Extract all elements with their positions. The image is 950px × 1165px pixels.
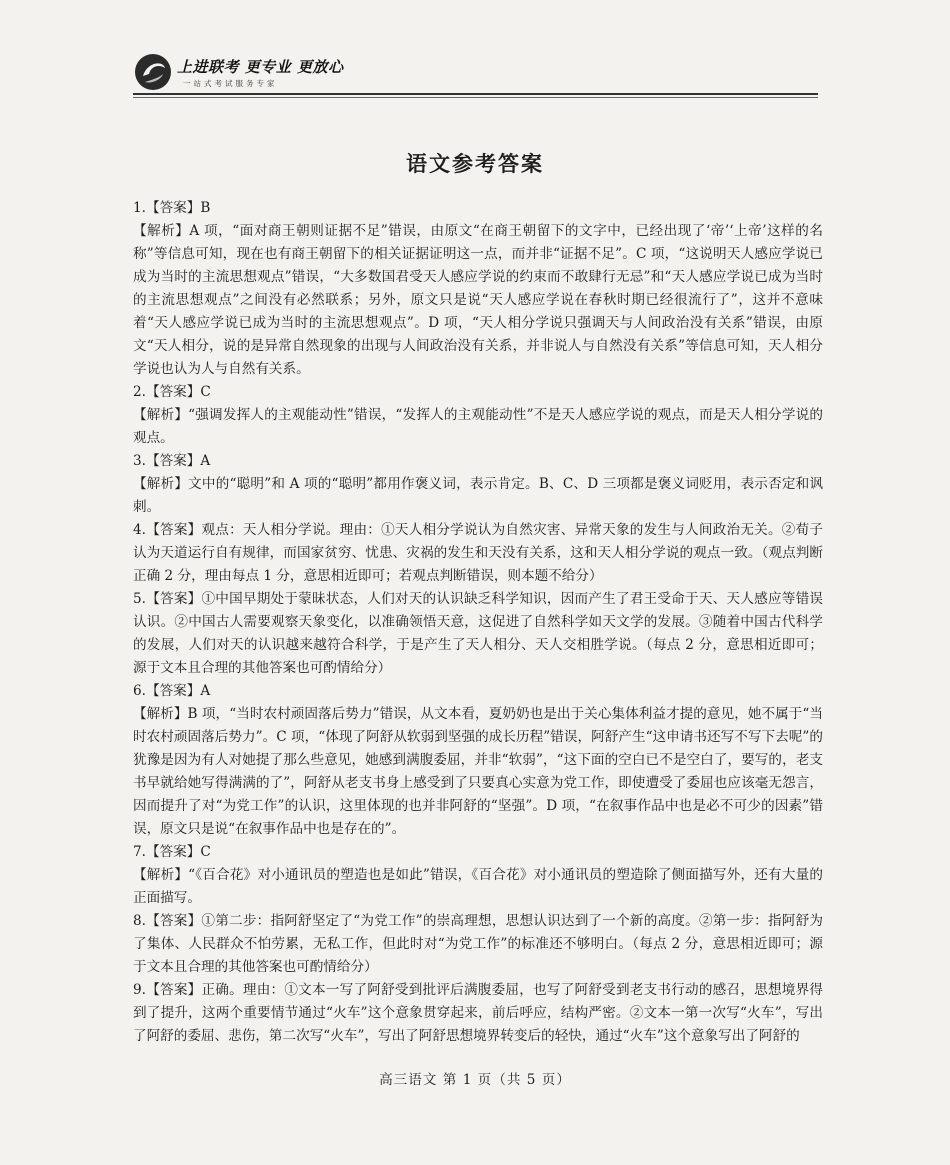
page-header [133,50,818,100]
answer-item-1 [133,197,823,381]
answer-line: 8.【答案】①第二步：指阿舒坚定了“为党工作”的崇高理想，思想认识达到了一个新的高度。②第一步：指阿舒为了集体、人民群众不怕劳累，无私工作，但此时对“为党工作”的标准还不够明白。（每点 2 分，意思相近即可；源于文本且合理的其他答案也可酌情给分） [133,913,823,975]
answer-item-3 [133,450,823,519]
answer-line: 4.【答案】观点：天人相分学说。理由：①天人相分学说认为自然灾害、异常天象的发生与人间政治无关。②荀子认为天道运行自有规律，而国家贫穷、忧患、灾祸的发生和天没有关系，这和天人相分学说的观点一致。（观点判断正确 2 分，理由每点 1 分，意思相近即可；若观点判断错误，则本题不给分） [133,522,823,584]
answer-item-6 [133,680,823,841]
answer-item-4 [133,519,823,588]
page-footer: 高三语文 第 1 页（共 5 页） [379,1072,571,1088]
answer-line: 6.【答案】A [133,683,211,699]
explanation-text: 【解析】B 项，“当时农村顽固落后势力”错误，从文本看，夏奶奶也是出于关心集体利益才提的意见，她不属于“当时农村顽固落后势力”。C 项，“体现了阿舒从软弱到坚强的成长历程”错误，阿舒产生“这申请书还写不写下去呢”的犹豫是因为有人对她提了那么些意见，她感到满腹委屈，并非“软弱”，“这下面的空白已不是空白了，要写的，老支书早就给她写得满满的了”，阿舒从老支书身上感受到了只要真心实意为党工作，即使遭受了委屈也应该毫无怨言，因而提升了对“为党工作”的认识，这里体现的也并非阿舒的“坚强”。D 项，“在叙事作品中也是必不可少的因素”错误，原文只是说“在叙事作品中也是存在的”。 [133,706,823,837]
explanation-text: 【解析】文中的“聪明”和 A 项的“聪明”都用作褒义词，表示肯定。B、C、D 三项都是褒义词贬用，表示否定和讽刺。 [133,476,823,515]
brand-slogan: 上进联考 更专业 更放心 [177,58,344,76]
explanation-text: 【解析】A 项，“面对商王朝则证据不足”错误，由原文“在商王朝留下的文字中，已经出现了‘帝’‘上帝’这样的名称”等信息可知，现在也有商王朝留下的相关证据证明这一点，而并非“证据不足”。C 项，“这说明天人感应学说已成为当时的主流思想观点”错误，“大多数国君受天人感应学说的约束而不敢肆行无忌”和“天人感应学说已成为当时的主流思想观点”之间没有必然联系；另外，原文只是说“天人感应学说在春秋时期已经很流行了”，这并不意味着“天人感应学说已成为当时的主流思想观点”。D 项，“天人相分学说只强调天与人间政治没有关系”错误，由原文“天人相分，说的是异常自然现象的出现与人间政治没有关系，并非说人与自然没有关系”等信息可知，天人相分学说也认为人与自然有关系。 [133,223,823,377]
brand-subslogan: 一站式考试服务专家 [183,79,278,88]
answer-line: 3.【答案】A [133,453,211,469]
answer-item-2 [133,381,823,450]
answer-line: 2.【答案】C [133,384,211,400]
answer-line: 1.【答案】B [133,200,211,216]
answer-line: 9.【答案】正确。理由：①文本一写了阿舒受到批评后满腹委屈，也写了阿舒受到老支书行动的感召，思想境界得到了提升，这两个重要情节通过“火车”这个意象贯穿起来，前后呼应，结构严密。②文本一第一次写“火车”，写出了阿舒的委屈、悲伤，第二次写“火车”，写出了阿舒思想境界转变后的轻快，通过“火车”这个意象写出了阿舒的 [133,982,823,1044]
brand-logo-icon [133,52,173,92]
answer-line: 7.【答案】C [133,844,211,860]
answer-list [133,197,823,1048]
answer-item-7 [133,841,823,910]
answer-line: 5.【答案】①中国早期处于蒙昧状态，人们对天的认识缺乏科学知识，因而产生了君王受命于天、天人感应等错误认识。②中国古人需要观察天象变化，以准确领悟天意，这促进了自然科学如天文学的发展。③随着中国古代科学的发展，人们对天的认识越来越符合科学，于是产生了天人相分、天人交相胜学说。（每点 2 分，意思相近即可；源于文本且合理的其他答案也可酌情给分） [133,591,823,676]
header-rule-thin [133,97,818,98]
page-title: 语文参考答案 [406,151,544,176]
explanation-text: 【解析】“《百合花》对小通讯员的塑造也是如此”错误，《百合花》对小通讯员的塑造除了侧面描写外，还有大量的正面描写。 [133,867,823,906]
answer-item-5 [133,588,823,680]
header-rule-thick [133,93,818,95]
explanation-text: 【解析】“强调发挥人的主观能动性”错误，“发挥人的主观能动性”不是天人感应学说的观点，而是天人相分学说的观点。 [133,407,823,446]
answer-item-8 [133,910,823,979]
answer-item-9 [133,979,823,1048]
